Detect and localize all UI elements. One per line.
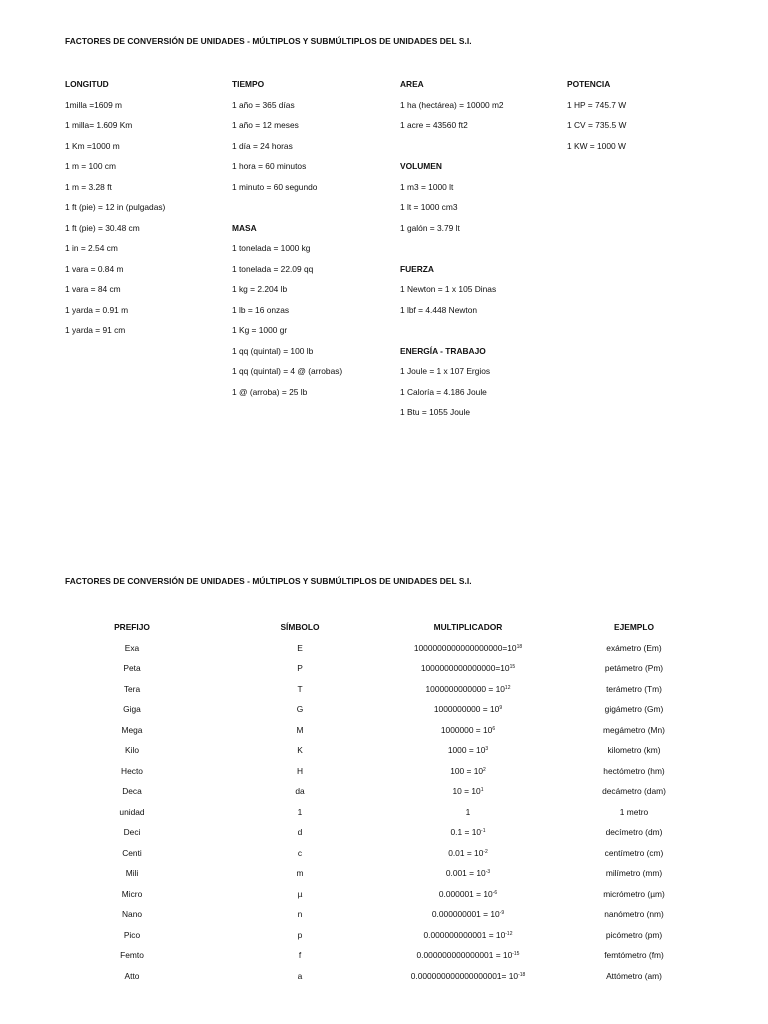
cell-prefijo: Deca [122, 786, 142, 796]
cell-simbolo: p [297, 929, 303, 940]
conversion-line: 1 Joule = 1 x 107 Ergios [400, 366, 491, 376]
cell-multiplicador [384, 929, 552, 950]
multiplier-exponent: -2 [483, 848, 488, 855]
multiplier-value: 0.01 = 10 [448, 847, 484, 858]
section-heading: MASA [232, 222, 257, 233]
cell-prefijo: unidad [119, 806, 145, 817]
cell-multiplicador [384, 908, 552, 929]
cell-ejemplo: nanómetro (nm) [604, 909, 664, 919]
cell-multiplicador [384, 642, 552, 663]
table-row [48, 744, 716, 765]
conversion-line: 1 lb = 16 onzas [232, 304, 290, 315]
cell-multiplicador [384, 867, 552, 888]
cell-ejemplo: megámetro (Mn) [603, 724, 665, 735]
header-multiplicador: MULTIPLICADOR [433, 622, 503, 632]
table-row [48, 683, 716, 704]
conversion-line: 1 ft (pie) = 12 in (pulgadas) [65, 202, 166, 212]
cell-ejemplo: kilometro (km) [607, 745, 661, 755]
table-row [48, 826, 716, 847]
multiplier-value: 1000000 = 10 [440, 724, 493, 735]
section-heading: AREA [400, 79, 424, 89]
section-title: FACTORES DE CONVERSIÓN DE UNIDADES - MÚLTIPLOS Y SUBMÚLTIPLOS DE UNIDADES DEL S.I. [65, 576, 472, 586]
conversion-line: 1 Caloría = 4.186 Joule [400, 386, 487, 397]
conversion-line: 1 vara = 84 cm [65, 284, 121, 294]
cell-simbolo: H [296, 765, 304, 776]
conversion-line: 1 m = 3.28 ft [65, 181, 112, 192]
cell-prefijo: Deci [123, 827, 141, 837]
cell-prefijo: Giga [123, 704, 141, 714]
cell-simbolo: a [297, 970, 303, 981]
conversion-line [400, 324, 568, 345]
cell-simbolo: n [297, 909, 303, 919]
conversion-line [400, 242, 568, 263]
conversion-column-4 [567, 78, 735, 160]
multiplier-value: 10 = 10 [452, 786, 481, 796]
cell-multiplicador [384, 949, 552, 970]
table-body [48, 642, 716, 991]
cell-ejemplo: micrómetro (µm) [603, 888, 665, 899]
multiplier-exponent: 3 [485, 746, 489, 752]
cell-ejemplo: petámetro (Pm) [604, 663, 664, 673]
conversion-line: 1 Kg = 1000 gr [232, 325, 288, 335]
cell-multiplicador [384, 785, 552, 806]
cell-multiplicador [384, 970, 552, 991]
cell-prefijo: Micro [121, 888, 143, 899]
multiplier-value: 0.000000001 = 10 [431, 909, 500, 919]
cell-prefijo: Femto [120, 950, 144, 960]
conversion-line: 1 día = 24 horas [232, 140, 293, 151]
table-row [48, 929, 716, 950]
multiplier-exponent: -12 [505, 930, 513, 937]
cell-prefijo: Kilo [125, 745, 139, 755]
conversion-line: 1 yarda = 0.91 m [65, 304, 129, 315]
table-header-row [48, 621, 716, 642]
multiplier-value: 0.000001 = 10 [438, 888, 493, 899]
cell-multiplicador [384, 662, 552, 683]
multiplier-exponent: -1 [481, 828, 486, 834]
multiplier-value: 0.000000000000001 = 10 [416, 950, 513, 960]
cell-prefijo: Centi [122, 847, 142, 858]
conversion-line: 1 acre = 43560 ft2 [400, 120, 468, 130]
conversion-line: 1 Btu = 1055 Joule [400, 407, 471, 417]
multiplier-exponent: -9 [499, 910, 505, 916]
section-heading: FUERZA [400, 263, 434, 274]
cell-simbolo: 1 [297, 806, 303, 817]
conversion-line: 1 vara = 0.84 m [65, 263, 124, 274]
cell-prefijo: Mili [125, 868, 139, 878]
conversion-column-3 [400, 78, 568, 427]
conversion-line: 1 qq (quintal) = 100 lb [232, 345, 314, 356]
conversion-line: 1 tonelada = 22.09 qq [232, 263, 314, 274]
cell-ejemplo: terámetro (Tm) [606, 683, 662, 694]
si-prefix-table [48, 621, 716, 990]
section-heading: LONGITUD [65, 79, 109, 89]
multiplier-exponent: 2 [483, 766, 486, 773]
multiplier-exponent: 18 [516, 643, 523, 650]
header-prefijo: PREFIJO [114, 622, 150, 632]
conversion-column-2 [232, 78, 400, 406]
multiplier-value: 1000 = 10 [447, 745, 486, 755]
cell-ejemplo: decámetro (dam) [602, 786, 666, 796]
conversion-line: 1 KW = 1000 W [567, 140, 626, 151]
conversion-line: 1 ft (pie) = 30.48 cm [65, 222, 140, 233]
cell-simbolo: c [297, 847, 303, 858]
cell-prefijo: Pico [123, 929, 141, 940]
conversion-column-1 [65, 78, 233, 345]
conversion-line: 1 CV = 735.5 W [567, 120, 627, 130]
cell-ejemplo: picómetro (pm) [605, 929, 663, 940]
cell-multiplicador [384, 703, 552, 724]
multiplier-exponent: -6 [492, 889, 498, 896]
multiplier-value: 1000000000000000000=10 [413, 642, 517, 653]
cell-multiplicador [384, 888, 552, 909]
cell-multiplicador [384, 826, 552, 847]
section-heading: POTENCIA [567, 79, 611, 89]
cell-prefijo: Exa [124, 642, 140, 653]
cell-simbolo: P [297, 663, 303, 673]
table-row [48, 785, 716, 806]
cell-multiplicador [384, 806, 552, 827]
cell-multiplicador [384, 744, 552, 765]
cell-simbolo: M [296, 724, 304, 735]
multiplier-exponent: 12 [504, 684, 511, 691]
cell-multiplicador [384, 847, 552, 868]
cell-ejemplo: hectómetro (hm) [603, 765, 665, 776]
header-ejemplo: EJEMPLO [613, 622, 655, 632]
multiplier-exponent: -18 [518, 971, 526, 978]
multiplier-exponent: -3 [485, 869, 491, 875]
cell-prefijo: Hecto [121, 765, 143, 776]
table-row [48, 765, 716, 786]
cell-simbolo: f [298, 950, 302, 960]
cell-multiplicador [384, 765, 552, 786]
conversion-line: 1 qq (quintal) = 4 @ (arrobas) [232, 366, 343, 376]
table-row [48, 806, 716, 827]
conversion-line: 1 tonelada = 1000 kg [232, 243, 311, 253]
table-row [48, 949, 716, 970]
table-row [48, 867, 716, 888]
cell-prefijo: Atto [124, 970, 140, 981]
table-row [48, 724, 716, 745]
cell-ejemplo: femtómetro (fm) [604, 950, 664, 960]
cell-prefijo: Mega [121, 724, 143, 735]
conversion-line: 1 galón = 3.79 lt [400, 222, 460, 233]
table-row [48, 662, 716, 683]
conversion-line: 1 HP = 745.7 W [567, 99, 627, 110]
conversion-line: 1 lbf = 4.448 Newton [400, 304, 478, 315]
table-row [48, 703, 716, 724]
cell-multiplicador [384, 683, 552, 704]
section-heading: ENERGÍA - TRABAJO [400, 345, 486, 356]
multiplier-value: 1000000000 = 10 [433, 704, 500, 714]
conversion-line: 1 lt = 1000 cm3 [400, 202, 458, 212]
conversion-line [232, 201, 400, 222]
conversion-line: 1 año = 12 meses [232, 120, 299, 130]
cell-ejemplo: centímetro (cm) [604, 847, 664, 858]
page-title: FACTORES DE CONVERSIÓN DE UNIDADES - MÚLTIPLOS Y SUBMÚLTIPLOS DE UNIDADES DEL S.I. [65, 36, 472, 46]
cell-simbolo: T [297, 683, 303, 694]
cell-prefijo: Peta [123, 663, 141, 673]
conversion-line [400, 140, 568, 161]
conversion-line: 1 Km =1000 m [65, 140, 120, 151]
multiplier-value: 100 = 10 [450, 765, 484, 776]
table-row [48, 888, 716, 909]
conversion-line: 1 minuto = 60 segundo [232, 181, 318, 192]
section-heading: TIEMPO [232, 79, 265, 89]
multiplier-value: 1000000000000 = 10 [425, 683, 505, 694]
multiplier-exponent: 15 [509, 664, 516, 670]
conversion-line: 1 kg = 2.204 lb [232, 284, 288, 294]
conversion-line: 1 yarda = 91 cm [65, 325, 126, 335]
cell-ejemplo: Attómetro (am) [606, 970, 662, 981]
cell-simbolo: m [296, 868, 304, 878]
conversion-line: 1 in = 2.54 cm [65, 243, 118, 253]
cell-prefijo: Tera [123, 683, 141, 694]
multiplier-value: 1 [465, 806, 471, 817]
multiplier-value: 0.000000000001 = 10 [423, 929, 506, 940]
multiplier-exponent: 6 [492, 725, 496, 732]
conversion-line: 1 m = 100 cm [65, 161, 116, 171]
conversion-line: 1 Newton = 1 x 105 Dinas [400, 284, 497, 294]
cell-prefijo: Nano [121, 909, 143, 919]
cell-ejemplo: milímetro (mm) [605, 868, 663, 878]
multiplier-value: 0.1 = 10 [450, 827, 482, 837]
cell-simbolo: K [297, 745, 303, 755]
multiplier-value: 1000000000000000=10 [420, 663, 510, 673]
section-heading: VOLUMEN [400, 161, 442, 171]
cell-ejemplo: gigámetro (Gm) [604, 704, 664, 714]
conversion-line: 1milla =1609 m [65, 99, 123, 110]
conversion-line: 1 hora = 60 minutos [232, 161, 307, 171]
conversion-line: 1 ha (hectárea) = 10000 m2 [400, 99, 504, 110]
multiplier-exponent: 1 [480, 787, 484, 793]
table-row [48, 970, 716, 991]
conversion-line: 1 año = 365 días [232, 99, 295, 110]
multiplier-value: 0.001 = 10 [445, 868, 486, 878]
cell-ejemplo: 1 metro [619, 806, 649, 817]
multiplier-exponent: -15 [512, 951, 520, 957]
cell-simbolo: G [296, 704, 304, 714]
cell-ejemplo: exámetro (Em) [606, 642, 662, 653]
cell-simbolo: d [297, 827, 303, 837]
table-row [48, 847, 716, 868]
cell-simbolo: da [295, 786, 305, 796]
cell-simbolo: µ [297, 888, 303, 899]
conversion-line: 1 @ (arroba) = 25 lb [232, 386, 308, 397]
cell-multiplicador [384, 724, 552, 745]
conversion-line: 1 m3 = 1000 lt [400, 181, 454, 192]
conversion-line: 1 milla= 1.609 Km [65, 120, 133, 130]
cell-ejemplo: decímetro (dm) [605, 827, 663, 837]
header-simbolo: SÍMBOLO [280, 622, 320, 632]
table-row [48, 908, 716, 929]
multiplier-value: 0.000000000000000001= 10 [410, 970, 519, 981]
table-row [48, 642, 716, 663]
multiplier-exponent: 9 [499, 705, 503, 711]
cell-simbolo: E [297, 642, 303, 653]
